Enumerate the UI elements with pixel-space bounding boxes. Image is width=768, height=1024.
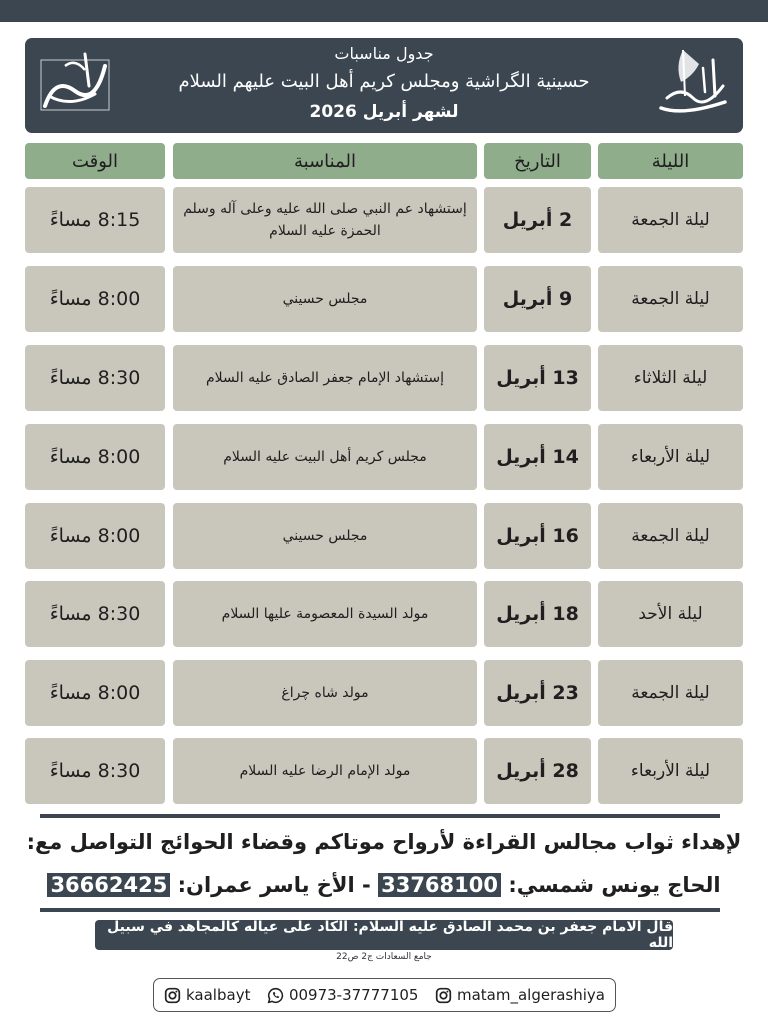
night-cell: ليلة الأربعاء — [598, 738, 743, 804]
table-row — [25, 660, 743, 726]
whatsapp-icon — [267, 987, 284, 1004]
date-cell: 9 أبريل — [484, 266, 591, 332]
table-row — [25, 266, 743, 332]
social-links-bar — [153, 978, 616, 1012]
time-cell: 8:00 مساءً — [25, 503, 165, 569]
date-cell: 14 أبريل — [484, 424, 591, 490]
table-row — [25, 738, 743, 804]
flag-calligraphy-icon — [653, 46, 733, 124]
instagram-handle: matam_algerashiya — [456, 986, 605, 1004]
table-row — [25, 345, 743, 411]
contact-person-1: الحاج يونس شمسي: — [508, 873, 721, 897]
hadith-quote: قال الامام جعفر بن محمد الصادق عليه السلام: الكاد على عياله كالمجاهد في سبيل الله — [95, 920, 673, 950]
night-cell: ليلة الجمعة — [598, 187, 743, 253]
contact-intro: لإهداء ثواب مجالس القراءة لأرواح موتاكم وقضاء الحوائج التواصل مع: — [26, 830, 742, 854]
time-cell: 8:30 مساءً — [25, 738, 165, 804]
time-cell: 8:30 مساءً — [25, 345, 165, 411]
night-cell: ليلة الجمعة — [598, 503, 743, 569]
event-cell: إستشهاد الإمام جعفر الصادق عليه السلام — [173, 345, 477, 411]
table-row — [25, 581, 743, 647]
time-cell: 8:30 مساءً — [25, 581, 165, 647]
instagram-handle: kaalbayt — [186, 986, 251, 1004]
contact-person-2: الأخ ياسر عمران: — [177, 873, 355, 897]
event-cell: مجلس كريم أهل البيت عليه السلام — [173, 424, 477, 490]
date-cell: 13 أبريل — [484, 345, 591, 411]
date-cell: 28 أبريل — [484, 738, 591, 804]
header-date: التاريخ — [484, 143, 591, 179]
event-cell: مولد شاه چراغ — [173, 660, 477, 726]
instagram-icon — [435, 987, 452, 1004]
date-cell: 16 أبريل — [484, 503, 591, 569]
time-cell: 8:00 مساءً — [25, 424, 165, 490]
table-row — [25, 424, 743, 490]
table-header — [25, 143, 743, 179]
table-row — [25, 503, 743, 569]
event-cell: مجلس حسيني — [173, 266, 477, 332]
divider-bottom — [40, 908, 720, 912]
title-banner — [25, 38, 743, 133]
instagram-link-kaalbayt[interactable] — [164, 986, 250, 1004]
date-cell: 18 أبريل — [484, 581, 591, 647]
table-row — [25, 187, 743, 253]
instagram-icon — [164, 987, 181, 1004]
event-cell: مولد السيدة المعصومة عليها السلام — [173, 581, 477, 647]
banner-title: جدول مناسبات — [334, 44, 434, 63]
header-night: الليلة — [598, 143, 743, 179]
time-cell: 8:00 مساءً — [25, 266, 165, 332]
contact-numbers — [0, 868, 768, 902]
event-cell: إستشهاد عم النبي صلى الله عليه وعلى آله وسلم الحمزة عليه السلام — [173, 187, 477, 253]
instagram-link-matam[interactable] — [435, 986, 605, 1004]
night-cell: ليلة الأحد — [598, 581, 743, 647]
time-cell: 8:15 مساءً — [25, 187, 165, 253]
night-cell: ليلة الثلاثاء — [598, 345, 743, 411]
quote-source: جامع السعادات ج2 ص22 — [336, 952, 432, 962]
night-cell: ليلة الجمعة — [598, 266, 743, 332]
contact-separator: - — [354, 873, 371, 897]
date-cell: 23 أبريل — [484, 660, 591, 726]
night-cell: ليلة الجمعة — [598, 660, 743, 726]
banner-month: لشهر أبريل 2026 — [309, 102, 459, 122]
night-cell: ليلة الأربعاء — [598, 424, 743, 490]
phone-number-2[interactable]: 36662425 — [47, 873, 170, 897]
hussainiya-logo — [653, 46, 733, 124]
whatsapp-link[interactable] — [267, 986, 418, 1004]
event-cell: مجلس حسيني — [173, 503, 477, 569]
banner-subtitle: حسينية الگراشية ومجلس كريم أهل البيت عليهم السلام — [178, 71, 590, 92]
whatsapp-number: 00973-37777105 — [288, 986, 419, 1004]
date-cell: 2 أبريل — [484, 187, 591, 253]
header-event: المناسبة — [173, 143, 477, 179]
event-cell: مولد الإمام الرضا عليه السلام — [173, 738, 477, 804]
divider-top — [40, 814, 720, 818]
phone-number-1[interactable]: 33768100 — [378, 873, 501, 897]
top-bar — [0, 0, 768, 22]
time-cell: 8:00 مساءً — [25, 660, 165, 726]
header-time: الوقت — [25, 143, 165, 179]
